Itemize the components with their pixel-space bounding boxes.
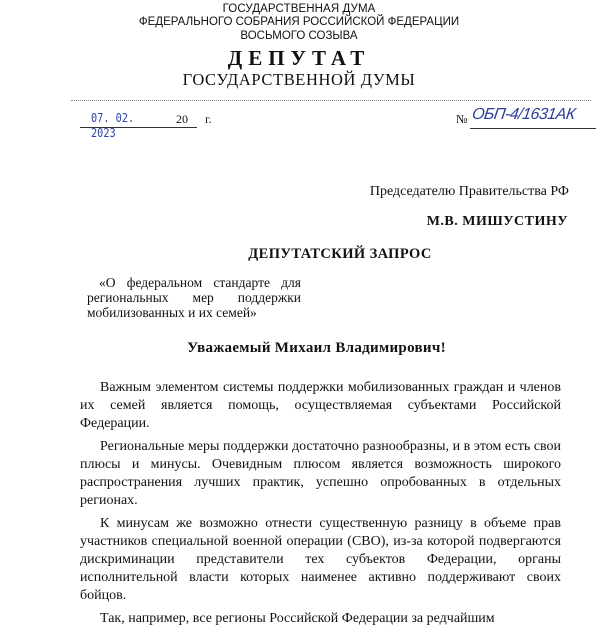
body-paragraph: Региональные меры поддержки достаточно разнообразны, и в этом есть свои плюсы и минусы. Очевидным плюсом является возможность широкого распространения лучших практик, успешно опробованных в отдельных регионах. <box>80 439 561 508</box>
registration-date-field <box>80 110 176 140</box>
registration-number-handwritten: ОБП-4/1631АК <box>470 106 577 123</box>
date-underline <box>80 127 176 128</box>
registration-number-field <box>456 108 596 130</box>
letterhead-line-duma: ГОСУДАРСТВЕННАЯ ДУМА <box>222 3 376 15</box>
addressee-position: Председателю Правительства РФ <box>369 184 569 199</box>
year-suffix: г. <box>205 112 212 126</box>
addressee-name: М.В. МИШУСТИНУ <box>426 214 568 229</box>
document-body <box>80 379 561 628</box>
header-divider <box>71 100 591 101</box>
document-title: ДЕПУТАТСКИЙ ЗАПРОС <box>248 246 432 262</box>
letterhead-line-convocation: ВОСЬМОГО СОЗЫВА <box>240 30 358 42</box>
document-subject: «О федеральном стандарте для региональных мер поддержки мобилизованных и их семей» <box>87 275 301 320</box>
number-sign: № <box>456 112 468 126</box>
registration-date-stamp: 07. 02. 2023 <box>91 110 135 140</box>
year-prefix: 20 <box>176 112 188 126</box>
letterhead-line-assembly: ФЕДЕРАЛЬНОГО СОБРАНИЯ РОССИЙСКОЙ ФЕДЕРАЦИИ <box>138 16 460 28</box>
letterhead-duma-subtitle: ГОСУДАРСТВЕННОЙ ДУМЫ <box>182 70 416 89</box>
body-paragraph: Важным элементом системы поддержки мобилизованных граждан и членов их семей является помощь, осуществляемая субъектами Российской Федерации. <box>80 380 561 431</box>
body-paragraph: К минусам же возможно отнести существенную разницу в объеме прав участников специальной военной операции (СВО), из-за которой подвергаются дискриминации представители тех субъектов Федерации, органы исполнительной власти которых наименее активно поддерживают своих бойцов. <box>80 516 561 603</box>
greeting: Уважаемый Михаил Владимирович! <box>187 340 446 356</box>
year-underline <box>175 127 197 128</box>
letterhead-deputy-title: ДЕПУТАТ <box>227 46 371 70</box>
body-paragraph: Так, например, все регионы Российской Федерации за редчайшим <box>100 611 495 626</box>
number-underline <box>470 128 596 129</box>
